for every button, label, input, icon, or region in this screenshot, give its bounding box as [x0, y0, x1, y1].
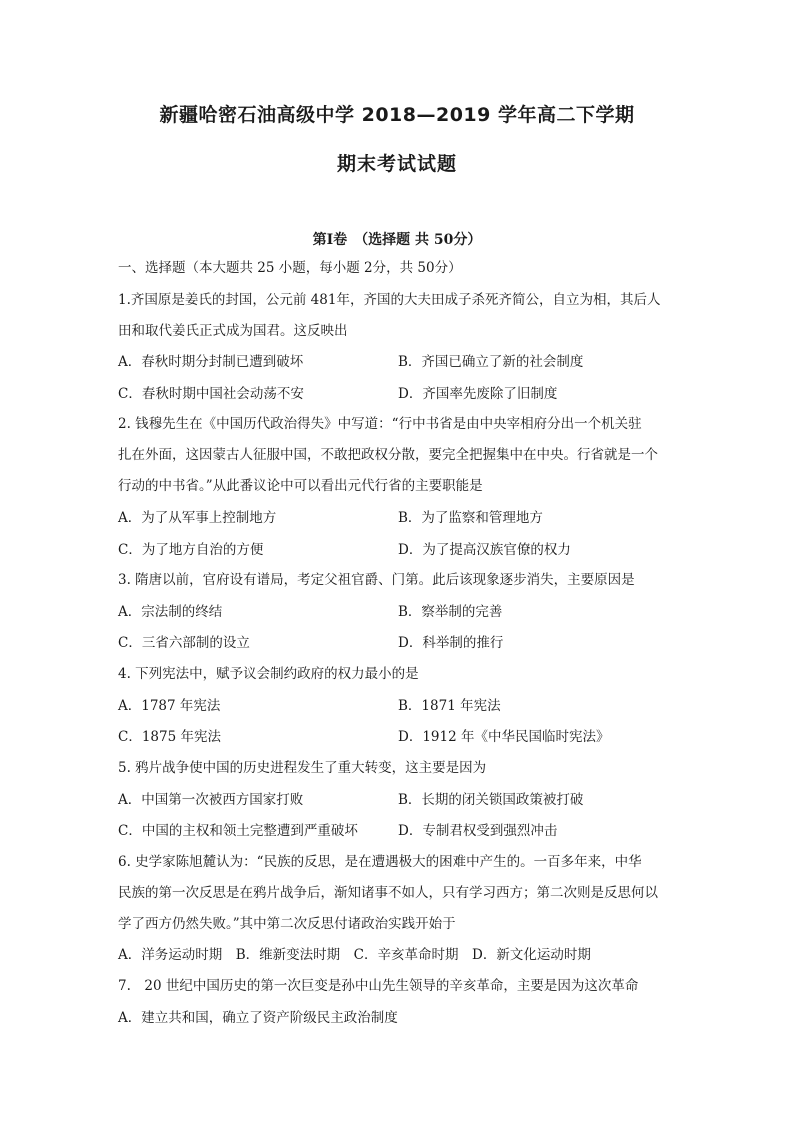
q2-option-a: A．为了从军事上控制地方	[118, 510, 277, 526]
q2-option-c: C．为了地方自治的方便	[118, 542, 264, 558]
q4-option-a: A．1787 年宪法	[118, 698, 221, 714]
q4-stem-line1: 4. 下列宪法中，赋予议会制约政府的权力最小的是	[118, 666, 419, 682]
q3-option-a: A．宗法制的终结	[118, 604, 223, 620]
q1-option-a: A．春秋时期分封制已遭到破坏	[118, 354, 304, 370]
q2-option-d: D．为了提高汉族官僚的权力	[398, 542, 571, 558]
q3-option-d: D．科举制的推行	[398, 635, 504, 651]
q3-option-b: B．察举制的完善	[398, 604, 503, 620]
q2-option-b: B．为了监察和管理地方	[398, 510, 543, 526]
q5-option-c: C．中国的主权和领土完整遭到严重破坏	[118, 823, 358, 839]
q6-stem-line3: 学了西方仍然失败。”其中第二次反思付诸政治实践开始于	[118, 916, 456, 932]
q4-option-d: D．1912 年《中华民国临时宪法》	[398, 729, 610, 745]
part-heading: 第Ⅰ卷 （选择题 共 50分）	[312, 232, 482, 248]
q3-option-c: C．三省六部制的设立	[118, 635, 250, 651]
q7-stem-line1: 7. 20 世纪中国历史的第一次巨变是孙中山先生领导的辛亥革命，主要是因为这次革命	[118, 978, 639, 994]
q5-option-a: A．中国第一次被西方国家打败	[118, 792, 304, 808]
exam-subtitle: 期末考试试题	[336, 153, 457, 175]
section-intro: 一、选择题（本大题共 25 小题，每小题 2分，共 50分）	[118, 260, 462, 276]
q6-stem-line1: 6. 史学家陈旭麓认为：“民族的反思，是在遭遇极大的困难中产生的。一百多年来，中华	[118, 854, 642, 870]
q6-options: A．洋务运动时期 B．维新变法时期 C．辛亥革命时期 D．新文化运动时期	[118, 947, 591, 963]
q1-option-d: D．齐国率先废除了旧制度	[398, 386, 558, 402]
q1-option-b: B．齐国已确立了新的社会制度	[398, 354, 584, 370]
q1-stem-line2: 田和取代姜氏正式成为国君。这反映出	[118, 323, 348, 339]
q1-stem-line1: 1.齐国原是姜氏的封国，公元前 481年，齐国的大夫田成子杀死齐简公，自立为相，其后人	[118, 292, 661, 308]
q5-stem-line1: 5. 鸦片战争使中国的历史进程发生了重大转变，这主要是因为	[118, 760, 487, 776]
q2-stem-line2: 扎在外面，这因蒙古人征服中国，不敢把政权分散，要完全把握集中在中央。行省就是一个	[118, 447, 658, 463]
q7-option-a: A．建立共和国，确立了资产阶级民主政治制度	[118, 1010, 398, 1026]
q3-stem-line1: 3. 隋唐以前，官府设有谱局，考定父祖官爵、门第。此后该现象逐步消失，主要原因是	[118, 572, 635, 588]
q4-option-c: C．1875 年宪法	[118, 729, 221, 745]
exam-title: 新疆哈密石油高级中学 2018—2019 学年高二下学期	[159, 104, 635, 126]
q2-stem-line3: 行动的中书省。”从此番议论中可以看出元代行省的主要职能是	[118, 478, 483, 494]
q4-option-b: B．1871 年宪法	[398, 698, 501, 714]
q1-option-c: C．春秋时期中国社会动荡不安	[118, 386, 304, 402]
q5-option-d: D．专制君权受到强烈冲击	[398, 823, 558, 839]
q2-stem-line1: 2. 钱穆先生在《中国历代政治得失》中写道：“行中书省是由中央宰相府分出一个机关驻	[118, 416, 642, 432]
q5-option-b: B．长期的闭关锁国政策被打破	[398, 792, 584, 808]
q6-stem-line2: 民族的第一次反思是在鸦片战争后，渐知诸事不如人，只有学习西方；第二次则是反思何以	[118, 885, 658, 901]
